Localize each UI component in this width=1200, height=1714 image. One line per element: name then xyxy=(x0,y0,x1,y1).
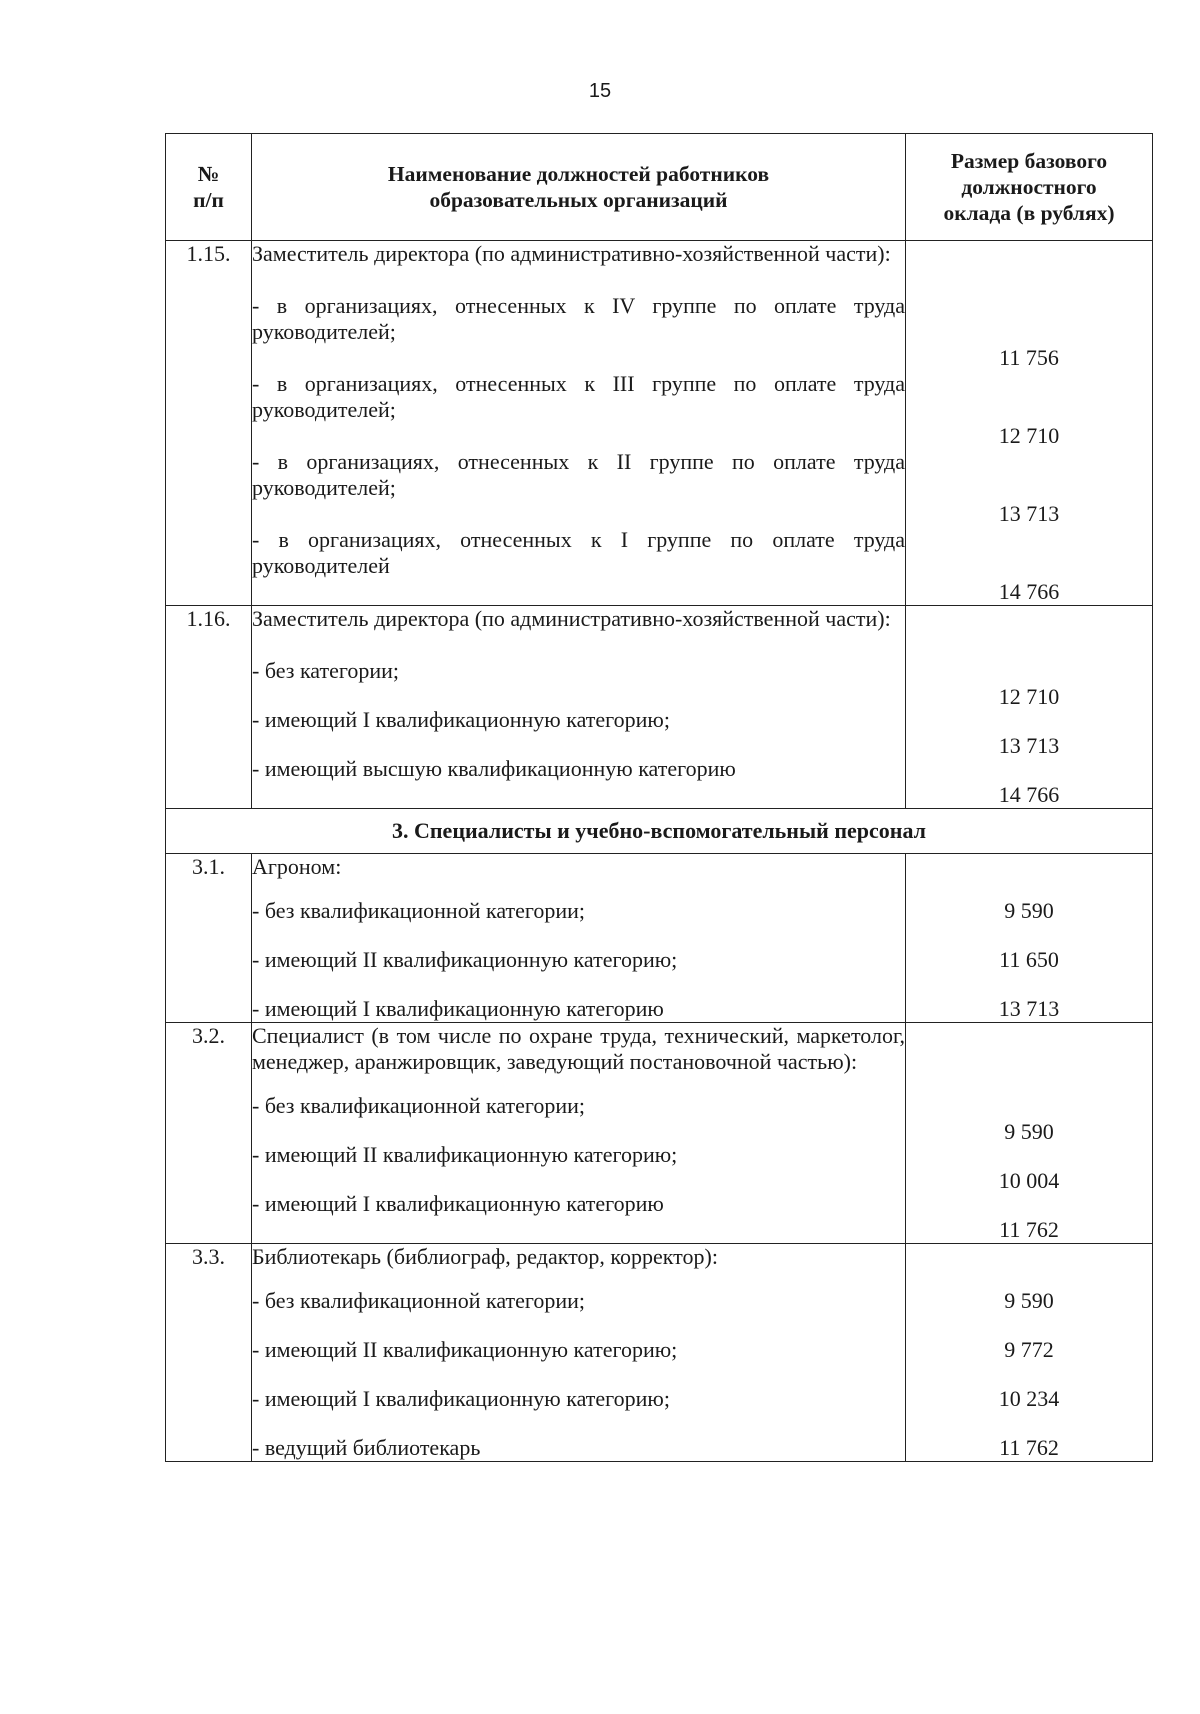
salary-value: 11 756 xyxy=(999,345,1059,370)
page-number: 15 xyxy=(588,80,612,102)
table-row xyxy=(166,1023,1153,1244)
salary-value: 11 650 xyxy=(999,947,1059,972)
row-number: 3.2. xyxy=(166,1023,252,1244)
table-row xyxy=(166,606,1153,809)
salary-value: 14 766 xyxy=(998,782,1060,807)
row-number: 3.3. xyxy=(166,1244,252,1462)
list-item: - в организациях, отнесенных к III группе по оплате труда руководителей; xyxy=(252,371,905,422)
salary-table xyxy=(165,133,1153,1462)
list-item: - имеющий I квалификационную категорию xyxy=(252,996,664,1021)
header-position-name: Наименование должностей работников образовательных организаций xyxy=(252,134,906,241)
list-item: - имеющий высшую квалификационную категорию xyxy=(252,756,736,781)
row-number: 1.15. xyxy=(166,241,252,606)
position-cell xyxy=(252,854,906,1023)
position-title: Библиотекарь (библиограф, редактор, корректор): xyxy=(252,1244,718,1269)
section-heading: 3. Специалисты и учебно-вспомогательный персонал xyxy=(166,809,1153,854)
list-item: - в организациях, отнесенных к I группе по оплате труда руководителей xyxy=(252,527,905,578)
position-cell xyxy=(252,241,906,606)
position-cell xyxy=(252,1244,906,1462)
position-title: Заместитель директора (по административно-хозяйственной части): xyxy=(252,606,891,631)
table-row xyxy=(166,1244,1153,1462)
salary-value: 14 766 xyxy=(998,579,1060,604)
salary-value: 9 590 xyxy=(1004,1119,1054,1144)
position-cell xyxy=(252,1023,906,1244)
header-base-salary: Размер базового должностного оклада (в рублях) xyxy=(906,134,1153,241)
list-item: - имеющий I квалификационную категорию xyxy=(252,1191,664,1216)
list-item: - имеющий II квалификационную категорию; xyxy=(252,1142,678,1167)
list-item: - в организациях, отнесенных к II группе по оплате труда руководителей; xyxy=(252,449,905,500)
salary-value: 13 713 xyxy=(998,501,1060,526)
salary-cell xyxy=(906,1023,1153,1244)
salary-value: 12 710 xyxy=(998,684,1060,709)
list-item: - без квалификационной категории; xyxy=(252,1093,586,1118)
salary-cell xyxy=(906,241,1153,606)
list-item: - имеющий II квалификационную категорию; xyxy=(252,947,678,972)
list-item: - без квалификационной категории; xyxy=(252,898,586,923)
position-title: Специалист (в том числе по охране труда, технический, маркетолог, менеджер, аранжировщик, заведующий постановочной частью): xyxy=(252,1023,905,1074)
header-number: № п/п xyxy=(166,134,252,241)
salary-value: 13 713 xyxy=(998,996,1060,1021)
salary-value: 10 004 xyxy=(998,1168,1060,1193)
salary-value: 10 234 xyxy=(998,1386,1060,1411)
position-title: Заместитель директора (по административно-хозяйственной части): xyxy=(252,241,891,266)
salary-value: 9 590 xyxy=(1004,898,1054,923)
list-item: - имеющий I квалификационную категорию; xyxy=(252,707,670,732)
list-item: - без квалификационной категории; xyxy=(252,1288,586,1313)
salary-value: 12 710 xyxy=(998,423,1060,448)
table-row xyxy=(166,241,1153,606)
salary-cell xyxy=(906,854,1153,1023)
salary-value: 11 762 xyxy=(999,1217,1059,1242)
section-heading-row xyxy=(166,809,1153,854)
salary-cell xyxy=(906,606,1153,809)
table-row xyxy=(166,854,1153,1023)
salary-value: 13 713 xyxy=(998,733,1060,758)
salary-value: 9 772 xyxy=(1004,1337,1054,1362)
position-title: Агроном: xyxy=(252,854,342,879)
row-number: 1.16. xyxy=(166,606,252,809)
list-item: - в организациях, отнесенных к IV группе по оплате труда руководителей; xyxy=(252,293,905,344)
salary-cell xyxy=(906,1244,1153,1462)
position-cell xyxy=(252,606,906,809)
list-item: - имеющий II квалификационную категорию; xyxy=(252,1337,678,1362)
table-header-row xyxy=(166,134,1153,241)
row-number: 3.1. xyxy=(166,854,252,1023)
list-item: - имеющий I квалификационную категорию; xyxy=(252,1386,670,1411)
list-item: - без категории; xyxy=(252,658,400,683)
salary-value: 11 762 xyxy=(999,1435,1059,1460)
salary-value: 9 590 xyxy=(1004,1288,1054,1313)
list-item: - ведущий библиотекарь xyxy=(252,1435,481,1460)
